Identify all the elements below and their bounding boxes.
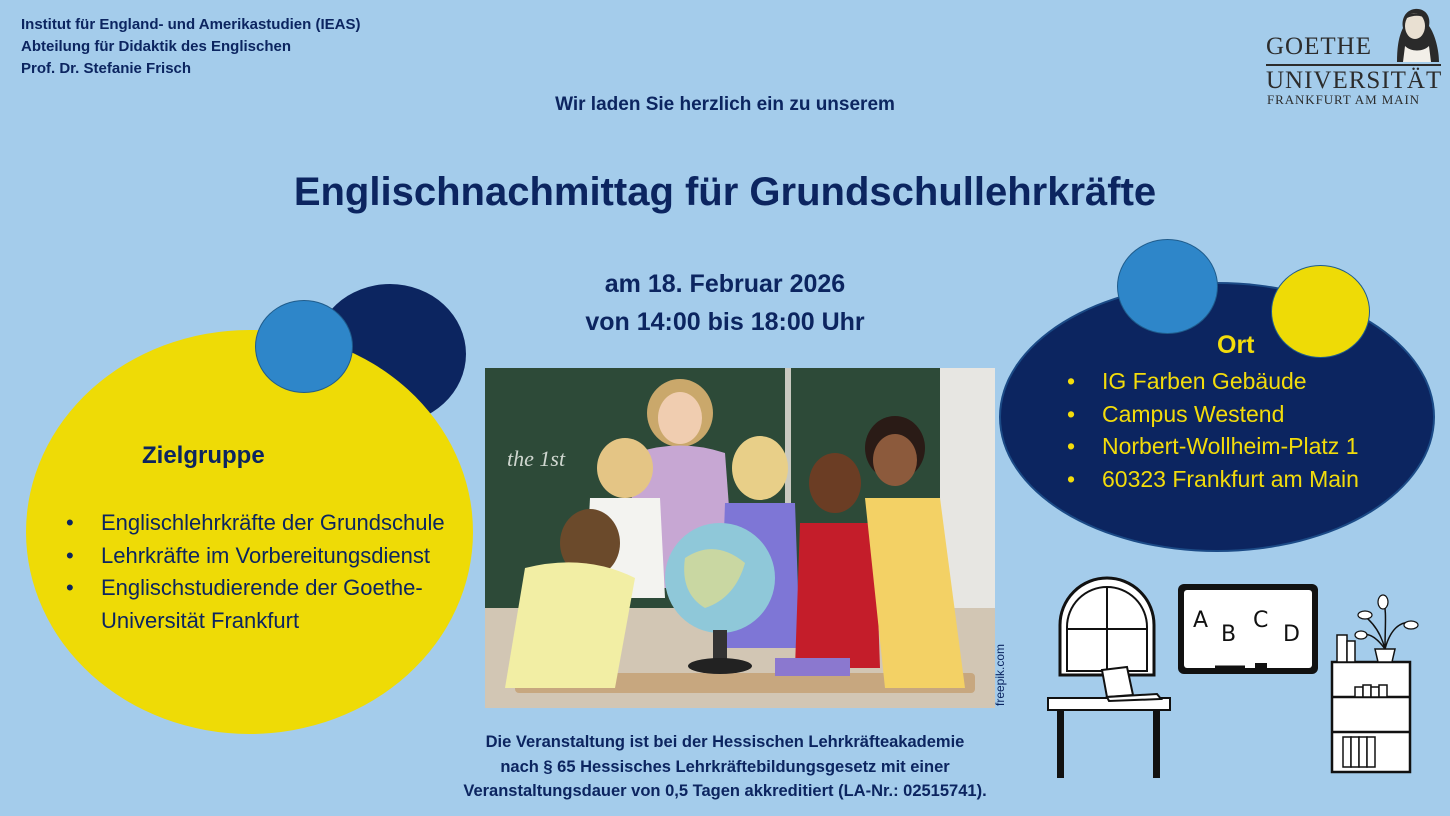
accreditation-line-3: Veranstaltungsdauer von 0,5 Tagen akkreditiert (LA-Nr.: 02515741). bbox=[463, 782, 987, 800]
logo-goethe: GOETHE bbox=[1266, 33, 1372, 60]
logo-universitaet: UNIVERSITÄT bbox=[1266, 67, 1443, 94]
accreditation-line-2: nach § 65 Hessisches Lehrkräftebildungsgesetz mit einer bbox=[500, 757, 950, 776]
event-time: von 14:00 bis 18:00 Uhr bbox=[585, 308, 865, 336]
accreditation-line-1: Die Veranstaltung ist bei der Hessischen Lehrkräfteakademie bbox=[485, 733, 965, 751]
department-name: Abteilung für Didaktik des Englischen bbox=[21, 38, 292, 55]
institute-header bbox=[21, 14, 360, 80]
blue-circle-decoration bbox=[256, 301, 352, 392]
photo-credit: freepik.com bbox=[993, 643, 1007, 706]
bookshelf-icon bbox=[1332, 595, 1418, 772]
blackboard-letter: B bbox=[1221, 622, 1237, 647]
logo-frankfurt: FRANKFURT AM MAIN bbox=[1267, 92, 1420, 107]
classroom-illustration bbox=[1045, 575, 1420, 780]
blue-circle-decoration bbox=[1118, 240, 1217, 333]
venue-heading: Ort bbox=[1217, 331, 1255, 359]
event-title: Englischnachmittag für Grundschullehrkräfte bbox=[293, 170, 1157, 214]
desk-with-laptop-icon bbox=[1048, 667, 1170, 778]
target-group-list bbox=[66, 507, 486, 637]
list-item: • Campus Westend bbox=[1067, 398, 1407, 431]
blackboard-letter: D bbox=[1283, 622, 1300, 647]
venue-list bbox=[1067, 365, 1407, 495]
institute-name: Institut für England- und Amerikastudien (IEAS) bbox=[21, 16, 361, 33]
list-item: • Norbert-Wollheim-Platz 1 bbox=[1067, 430, 1407, 463]
list-item: • Englischlehrkräfte der Grundschule bbox=[66, 507, 486, 540]
event-date: am 18. Februar 2026 bbox=[604, 270, 846, 298]
list-item: • IG Farben Gebäude bbox=[1067, 365, 1407, 398]
goethe-portrait-icon bbox=[1379, 6, 1441, 64]
list-item: • Lehrkräfte im Vorbereitungsdienst bbox=[66, 540, 486, 573]
blackboard-letter: A bbox=[1193, 608, 1209, 633]
logo-divider bbox=[1266, 64, 1441, 66]
blackboard-icon bbox=[1178, 584, 1318, 674]
accreditation-note bbox=[400, 730, 1050, 804]
list-item: • Englischstudierende der Goethe- bbox=[66, 572, 486, 605]
target-group-heading: Zielgruppe bbox=[142, 442, 265, 469]
invitation-text: Wir laden Sie herzlich ein zu unserem bbox=[555, 94, 895, 115]
blackboard-letter: C bbox=[1253, 608, 1269, 633]
list-item: Universität Frankfurt bbox=[101, 607, 300, 633]
classroom-photo bbox=[485, 368, 995, 708]
chalkboard-writing: the 1st bbox=[507, 446, 566, 471]
yellow-circle-decoration bbox=[1272, 266, 1369, 357]
professor-name: Prof. Dr. Stefanie Frisch bbox=[21, 60, 192, 77]
list-item: • 60323 Frankfurt am Main bbox=[1067, 463, 1407, 496]
window-icon bbox=[1060, 578, 1154, 675]
goethe-university-logo bbox=[1262, 6, 1444, 106]
